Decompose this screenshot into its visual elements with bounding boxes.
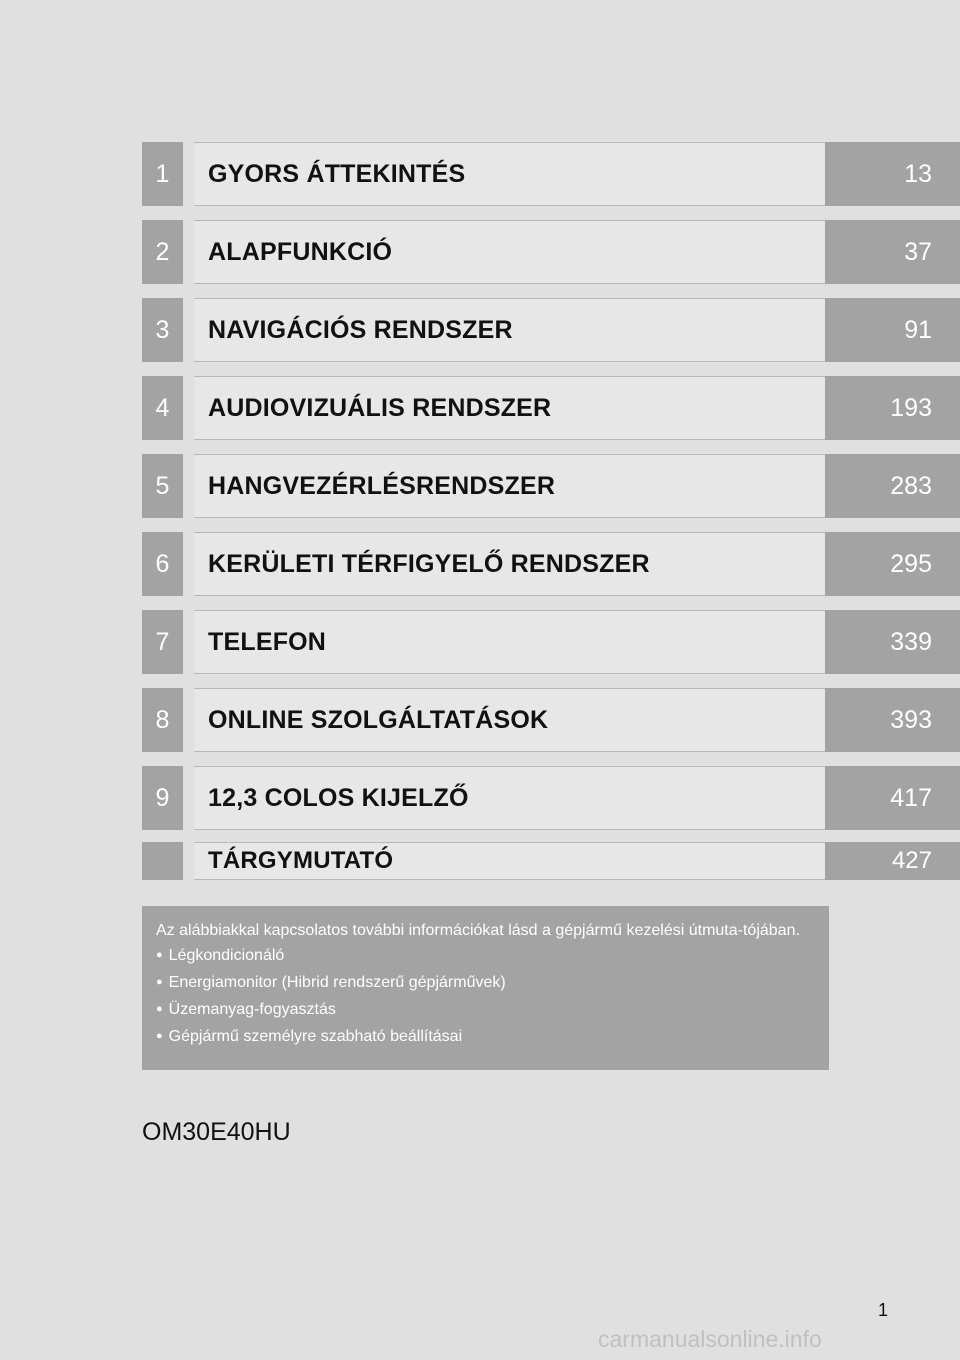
list-item: ● Üzemanyag-fogyasztás — [156, 997, 815, 1024]
chapter-page[interactable]: 13 — [825, 142, 960, 206]
chapter-number: 1 — [142, 142, 183, 206]
toc-row-5[interactable] — [142, 454, 960, 518]
toc-row-8[interactable] — [142, 688, 960, 752]
info-box — [142, 906, 829, 1070]
chapter-page[interactable]: 283 — [825, 454, 960, 518]
chapter-page[interactable]: 339 — [825, 610, 960, 674]
page-number: 1 — [878, 1300, 889, 1320]
separator — [183, 220, 194, 284]
toc-row-7[interactable] — [142, 610, 960, 674]
document-code: OM30E40HU — [142, 1118, 291, 1146]
list-item: ● Gépjármű személyre szabható beállításai — [156, 1024, 815, 1051]
toc-row-index[interactable] — [142, 842, 960, 880]
chapter-title[interactable]: NAVIGÁCIÓS RENDSZER — [194, 298, 825, 362]
separator — [183, 610, 194, 674]
chapter-page[interactable]: 295 — [825, 532, 960, 596]
chapter-number: 8 — [142, 688, 183, 752]
watermark: carmanualsonline.info — [598, 1326, 822, 1352]
separator — [183, 688, 194, 752]
chapter-title[interactable]: HANGVEZÉRLÉSRENDSZER — [194, 454, 825, 518]
toc-row-6[interactable] — [142, 532, 960, 596]
separator — [183, 376, 194, 440]
toc-row-1[interactable] — [142, 142, 960, 206]
info-intro: Az alábbiakkal kapcsolatos további információkat lásd a gépjármű kezelési útmuta-tójában. — [156, 922, 800, 939]
separator — [183, 298, 194, 362]
chapter-page[interactable]: 193 — [825, 376, 960, 440]
chapter-title[interactable]: GYORS ÁTTEKINTÉS — [194, 142, 825, 206]
separator — [183, 842, 194, 880]
chapter-number: 3 — [142, 298, 183, 362]
list-item: ● Energiamonitor (Hibrid rendszerű gépjárművek) — [156, 970, 815, 997]
toc-row-4[interactable] — [142, 376, 960, 440]
chapter-title[interactable]: ALAPFUNKCIÓ — [194, 220, 825, 284]
toc-row-2[interactable] — [142, 220, 960, 284]
chapter-title[interactable]: TELEFON — [194, 610, 825, 674]
chapter-number: 9 — [142, 766, 183, 830]
chapter-page[interactable]: 393 — [825, 688, 960, 752]
chapter-page[interactable]: 417 — [825, 766, 960, 830]
separator — [183, 454, 194, 518]
separator — [183, 766, 194, 830]
separator — [183, 142, 194, 206]
list-item: ● Légkondicionáló — [156, 943, 815, 970]
chapter-number: 6 — [142, 532, 183, 596]
chapter-page[interactable]: 427 — [825, 842, 960, 880]
toc-row-3[interactable] — [142, 298, 960, 362]
chapter-page[interactable]: 91 — [825, 298, 960, 362]
info-list — [156, 943, 815, 1051]
chapter-number: 4 — [142, 376, 183, 440]
chapter-page[interactable]: 37 — [825, 220, 960, 284]
chapter-title[interactable]: ONLINE SZOLGÁLTATÁSOK — [194, 688, 825, 752]
separator — [183, 532, 194, 596]
chapter-number: 7 — [142, 610, 183, 674]
chapter-number: 5 — [142, 454, 183, 518]
chapter-title[interactable]: KERÜLETI TÉRFIGYELŐ RENDSZER — [194, 532, 825, 596]
chapter-title[interactable]: 12,3 COLOS KIJELZŐ — [194, 766, 825, 830]
toc-row-9[interactable] — [142, 766, 960, 830]
chapter-number: 2 — [142, 220, 183, 284]
chapter-title[interactable]: TÁRGYMUTATÓ — [194, 842, 825, 880]
chapter-title[interactable]: AUDIOVIZUÁLIS RENDSZER — [194, 376, 825, 440]
chapter-number — [142, 842, 183, 880]
